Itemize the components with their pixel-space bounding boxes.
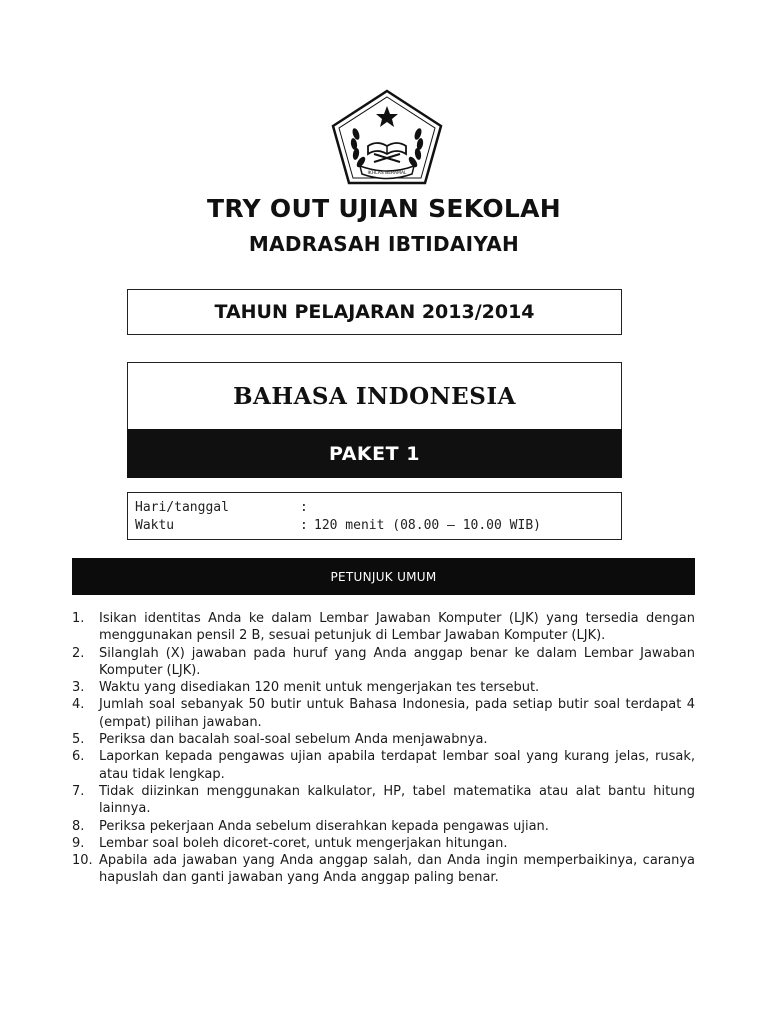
logo-caption: IKHLAS BERAMAL — [367, 171, 407, 176]
list-item — [72, 731, 695, 748]
page-subtitle: MADRASAH IBTIDAIYAH — [248, 232, 520, 256]
list-item — [72, 818, 695, 835]
item-text: Periksa dan bacalah soal-soal sebelum Anda menjawabnya. — [99, 732, 488, 748]
instructions-heading: PETUNJUK UMUM — [72, 558, 695, 595]
item-text: Isikan identitas Anda ke dalam Lembar Jawaban Komputer (LJK) yang tersedia dengan menggunakan pensil 2 B, sesuai petunjuk di Lembar Jawaban Komputer (LJK). — [99, 611, 695, 644]
item-number: 1. — [72, 611, 85, 626]
list-item — [72, 783, 695, 818]
info-value: 120 menit (08.00 – 10.00 WIB) — [314, 518, 541, 533]
item-number: 5. — [72, 732, 85, 748]
package-label: PAKET 1 — [127, 429, 622, 478]
subject-box — [127, 362, 622, 478]
list-item — [72, 610, 695, 645]
info-row-time — [135, 517, 541, 535]
item-text: Lembar soal boleh dicoret-coret, untuk mengerjakan hitungan. — [99, 835, 508, 851]
item-number: 6. — [72, 749, 85, 765]
item-number: 2. — [72, 645, 85, 661]
item-text: Silanglah (X) jawaban pada huruf yang Anda anggap benar ke dalam Lembar Jawaban Komputer (LJK). — [99, 645, 695, 678]
item-text: Periksa pekerjaan Anda sebelum diserahkan kepada pengawas ujian. — [99, 818, 549, 834]
list-item — [72, 679, 695, 696]
item-number: 3. — [72, 680, 85, 696]
info-label: Hari/tanggal — [135, 500, 229, 515]
info-row-date — [135, 499, 314, 517]
item-text: Laporkan kepada pengawas ujian apabila terdapat lembar soal yang kurang jelas, rusak, atau tidak lengkap. — [99, 749, 695, 782]
list-item — [72, 645, 695, 680]
item-number: 10. — [72, 853, 93, 869]
ministry-emblem-logo — [330, 88, 444, 186]
item-text: Waktu yang disediakan 120 menit untuk mengerjakan tes tersebut. — [99, 680, 540, 696]
item-text: Jumlah soal sebanyak 50 butir untuk Bahasa Indonesia, pada setiap butir soal terdapat 4 (empat) pilihan jawaban. — [99, 697, 695, 730]
info-separator: : — [300, 500, 308, 515]
item-number: 9. — [72, 835, 85, 851]
subject-name: BAHASA INDONESIA — [233, 382, 516, 410]
item-number: 8. — [72, 818, 85, 834]
list-item — [72, 696, 695, 731]
list-item — [72, 835, 695, 852]
info-separator: : — [300, 518, 308, 533]
item-text: Apabila ada jawaban yang Anda anggap salah, dan Anda ingin memperbaikinya, caranya hapuslah dan ganti jawaban yang Anda anggap paling benar. — [99, 853, 695, 886]
exam-info-box — [127, 492, 622, 540]
list-item — [72, 852, 695, 887]
academic-year-box: TAHUN PELAJARAN 2013/2014 — [127, 289, 622, 335]
item-number: 7. — [72, 783, 85, 799]
page-title: TRY OUT UJIAN SEKOLAH — [206, 194, 562, 223]
list-item — [72, 748, 695, 783]
item-text: Tidak diizinkan menggunakan kalkulator, HP, tabel matematika atau alat bantu hitung lainnya. — [99, 783, 695, 817]
item-number: 4. — [72, 697, 85, 713]
instructions-list — [72, 610, 695, 887]
info-label: Waktu — [135, 518, 175, 533]
